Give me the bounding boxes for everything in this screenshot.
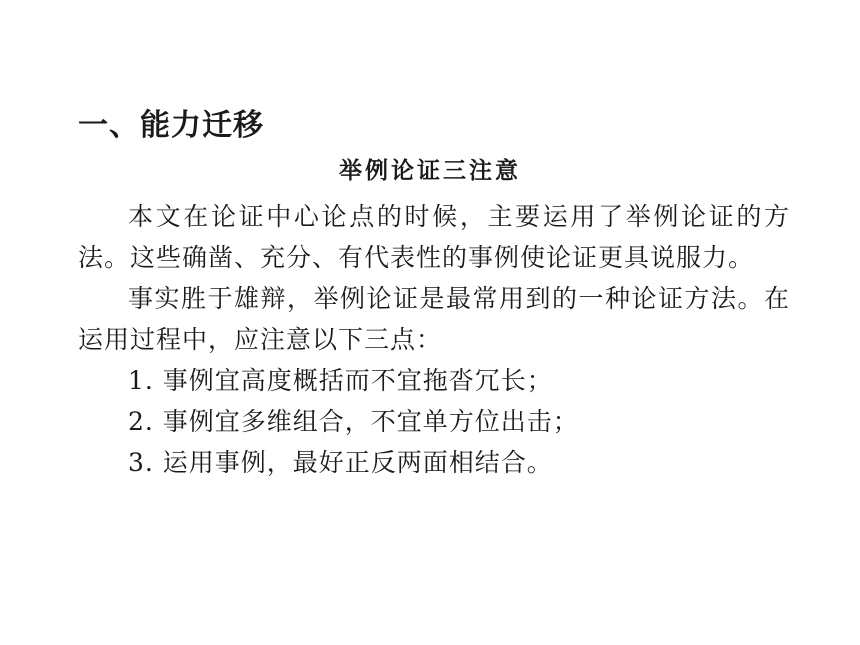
paragraph-1: 本文在论证中心论点的时候，主要运用了举例论证的方法。这些确凿、充分、有代表性的事例使论证更具说服力。 xyxy=(78,202,790,272)
section-heading: 一、能力迁移 xyxy=(78,108,264,143)
list-item: 1. 事例宜高度概括而不宜拖沓冗长； xyxy=(128,366,553,395)
paragraph-2: 事实胜于雄辩，举例论证是最常用到的一种论证方法。在运用过程中，应注意以下三点： xyxy=(78,284,790,354)
list-item: 3. 运用事例，最好正反两面相结合。 xyxy=(128,448,553,477)
list-item: 2. 事例宜多维组合，不宜单方位出击； xyxy=(128,407,579,436)
article-body xyxy=(78,196,790,483)
article-title: 举例论证三注意 xyxy=(339,158,521,184)
points-list xyxy=(78,360,790,483)
